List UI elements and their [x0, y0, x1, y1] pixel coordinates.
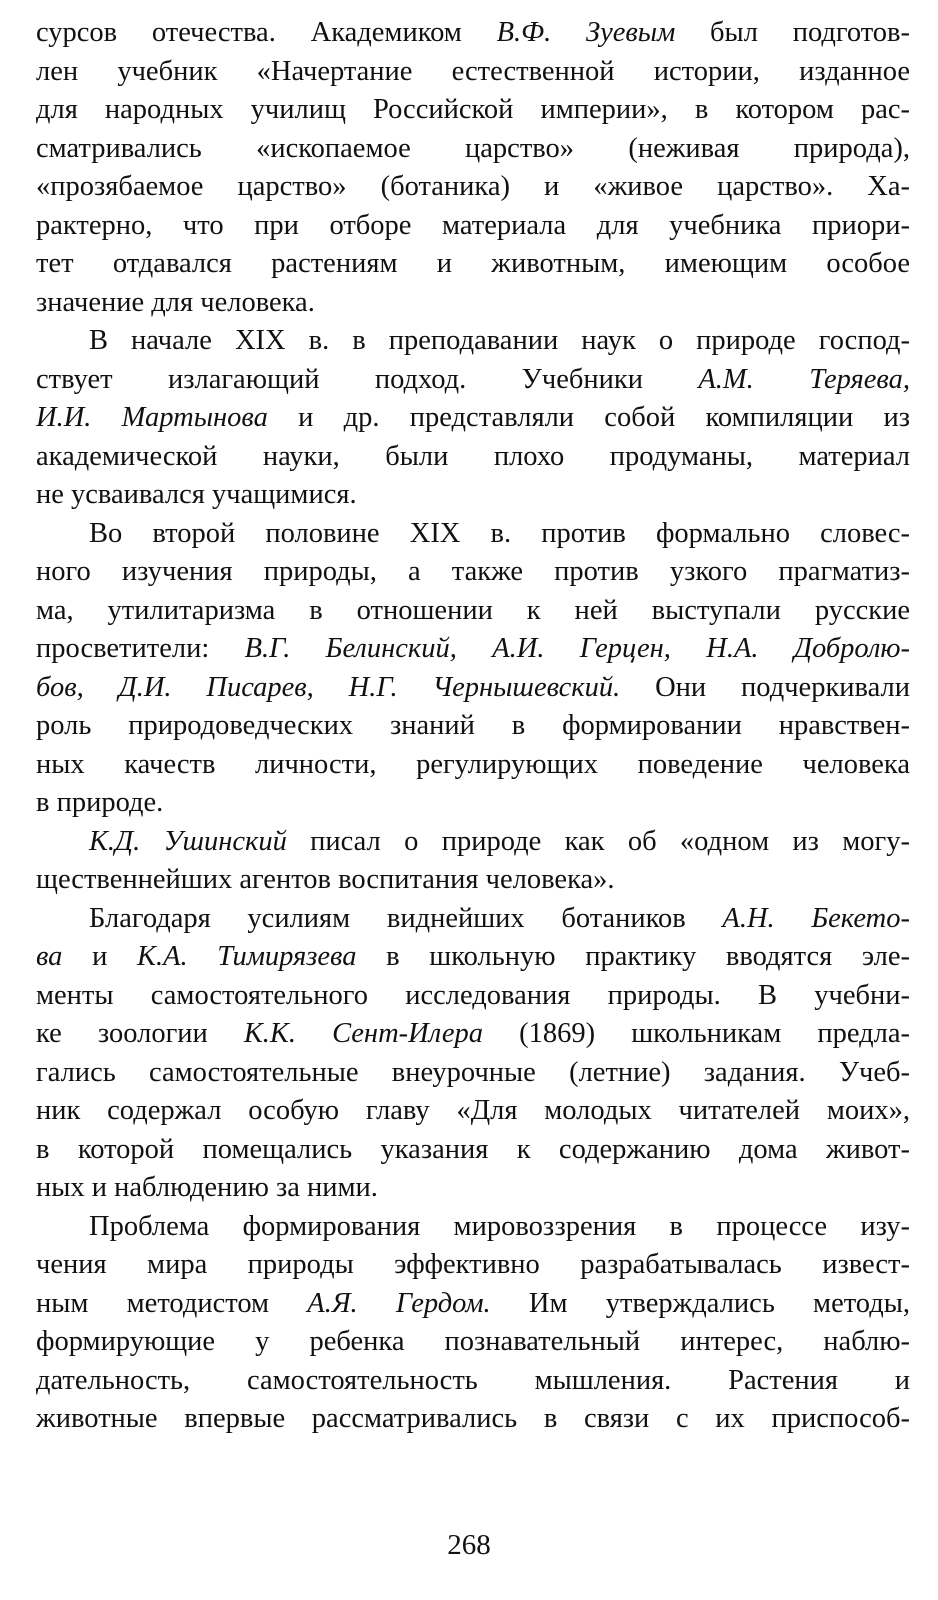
- text-segment: в школьную практику вводятся эле-: [356, 941, 910, 972]
- text-line: [36, 476, 910, 515]
- text-line: [36, 91, 910, 130]
- text-segment: для народных училищ Российской империи», в котором рас-: [36, 94, 910, 125]
- text-line: [36, 1246, 910, 1285]
- text-segment: Проблема формирования мировоззрения в процессе изу-: [89, 1210, 910, 1242]
- text-line: [36, 977, 910, 1016]
- text-segment: ного изучения природы, а также против узкого прагматиз-: [36, 556, 910, 587]
- text-segment: академической науки, были плохо продуманы, материал: [36, 440, 910, 472]
- text-line: [36, 207, 910, 246]
- text-line: [36, 1362, 910, 1401]
- text-line: [36, 168, 910, 207]
- italic-name: бов, Д.И. Писарев, Н.Г. Чернышевский.: [36, 671, 621, 703]
- text-segment: тет отдавался растениям и животным, имеющим особое: [36, 248, 910, 279]
- text-segment: чения мира природы эффективно разрабатывалась извест-: [36, 1249, 910, 1280]
- paragraph: [36, 823, 910, 900]
- text-segment: дательность, самостоятельность мышления. Растения и: [36, 1364, 910, 1396]
- text-segment: ке зоологии: [36, 1018, 244, 1049]
- text-line: [36, 592, 910, 631]
- text-line: [36, 245, 910, 284]
- text-segment: и др. представляли собой компиляции из: [267, 402, 910, 433]
- text-segment: был подготов-: [675, 17, 910, 48]
- text-line: [36, 707, 910, 746]
- page-number: 268: [447, 1529, 491, 1561]
- text-line: [36, 784, 910, 823]
- text-segment: животные впервые рассматривались в связи с их приспособ-: [36, 1403, 910, 1434]
- text-segment: Благодаря усилиям виднейших ботаников: [89, 902, 723, 934]
- italic-name: И.И. Мартынова: [36, 402, 268, 433]
- text-line: [36, 284, 910, 323]
- text-segment: гались самостоятельные внеурочные (летние) задания. Учеб-: [36, 1056, 910, 1088]
- text-segment: в природе.: [36, 787, 164, 818]
- text-segment: ма, утилитаризма в отношении к ней выступали русские: [36, 594, 910, 626]
- text-line: [36, 823, 910, 862]
- text-segment: роль природоведческих знаний в формировании нравствен-: [36, 710, 910, 741]
- text-line: [36, 900, 910, 939]
- text-segment: формирующие у ребенка познавательный интерес, наблю-: [36, 1326, 910, 1357]
- text-line: [36, 361, 910, 400]
- text-line: [36, 1323, 910, 1362]
- text-segment: Им утверждались методы,: [490, 1287, 910, 1319]
- paragraph: [36, 1208, 910, 1439]
- text-line: [36, 1131, 910, 1170]
- text-line: [36, 399, 910, 438]
- italic-name: В.Ф. Зуевым: [496, 17, 676, 48]
- text-segment: менты самостоятельного исследования природы. В учебни-: [36, 979, 910, 1011]
- text-segment: Они подчеркивали: [620, 671, 910, 703]
- text-segment: ник содержал особую главу «Для молодых читателей моих»,: [36, 1095, 910, 1126]
- italic-name: ва: [36, 941, 63, 972]
- text-segment: В начале XIX в. в преподавании наук о природе господ-: [89, 325, 910, 356]
- text-line: [36, 14, 910, 53]
- text-segment: просветители:: [36, 633, 245, 664]
- paragraph: [36, 515, 910, 823]
- text-segment: ствует излагающий подход. Учебники: [36, 363, 699, 395]
- text-line: [36, 1092, 910, 1131]
- text-line: [36, 1400, 910, 1439]
- text-line: [36, 938, 910, 977]
- italic-name: А.М. Теряева,: [698, 363, 910, 395]
- text-segment: и: [62, 941, 138, 972]
- text-segment: не усваивался учащимися.: [36, 479, 357, 510]
- italic-name: К.К. Сент-Илера: [243, 1018, 484, 1049]
- text-segment: (1869) школьникам предла-: [483, 1018, 910, 1049]
- text-segment: Во второй половине XIX в. против формально словес-: [89, 517, 910, 549]
- italic-name: К.А. Тимирязева: [137, 941, 357, 972]
- italic-name: В.Г. Белинский, А.И. Герцен, Н.А. Добролю-: [244, 633, 910, 664]
- text-segment: лен учебник «Начертание естественной истории, изданное: [36, 55, 910, 87]
- text-line: [36, 1054, 910, 1093]
- text-line: [36, 553, 910, 592]
- text-segment: щественнейших агентов воспитания человека».: [36, 864, 615, 895]
- text-segment: ных и наблюдению за ними.: [36, 1172, 378, 1203]
- text-segment: «прозябаемое царство» (ботаника) и «живое царство». Ха-: [36, 171, 910, 202]
- text-segment: в которой помещались указания к содержанию дома живот-: [36, 1133, 910, 1165]
- paragraph: [36, 322, 910, 515]
- text-line: [36, 861, 910, 900]
- text-line: [36, 1285, 910, 1324]
- text-line: [36, 438, 910, 477]
- text-segment: сурсов отечества. Академиком: [36, 17, 497, 48]
- text-line: [36, 130, 910, 169]
- text-line: [36, 1208, 910, 1247]
- italic-name: А.Н. Бекето-: [722, 902, 910, 934]
- text-segment: ным методистом: [36, 1287, 308, 1319]
- text-line: [36, 1169, 910, 1208]
- text-line: [36, 746, 910, 785]
- paragraph: [36, 900, 910, 1208]
- text-line: [36, 322, 910, 361]
- text-segment: сматривались «ископаемое царство» (неживая природа),: [36, 132, 910, 164]
- text-line: [36, 53, 910, 92]
- italic-name: К.Д. Ушинский: [89, 825, 287, 857]
- paragraph: [36, 14, 910, 322]
- text-segment: ных качеств личности, регулирующих поведение человека: [36, 748, 910, 780]
- text-line: [36, 630, 910, 669]
- text-segment: писал о природе как об «одном из могу-: [286, 825, 910, 857]
- text-segment: рактерно, что при отборе материала для учебника приори-: [36, 209, 910, 241]
- page-body: [36, 14, 910, 1439]
- text-segment: значение для человека.: [36, 286, 315, 318]
- text-line: [36, 515, 910, 554]
- italic-name: А.Я. Гердом.: [307, 1287, 491, 1319]
- text-line: [36, 669, 910, 708]
- text-line: [36, 1015, 910, 1054]
